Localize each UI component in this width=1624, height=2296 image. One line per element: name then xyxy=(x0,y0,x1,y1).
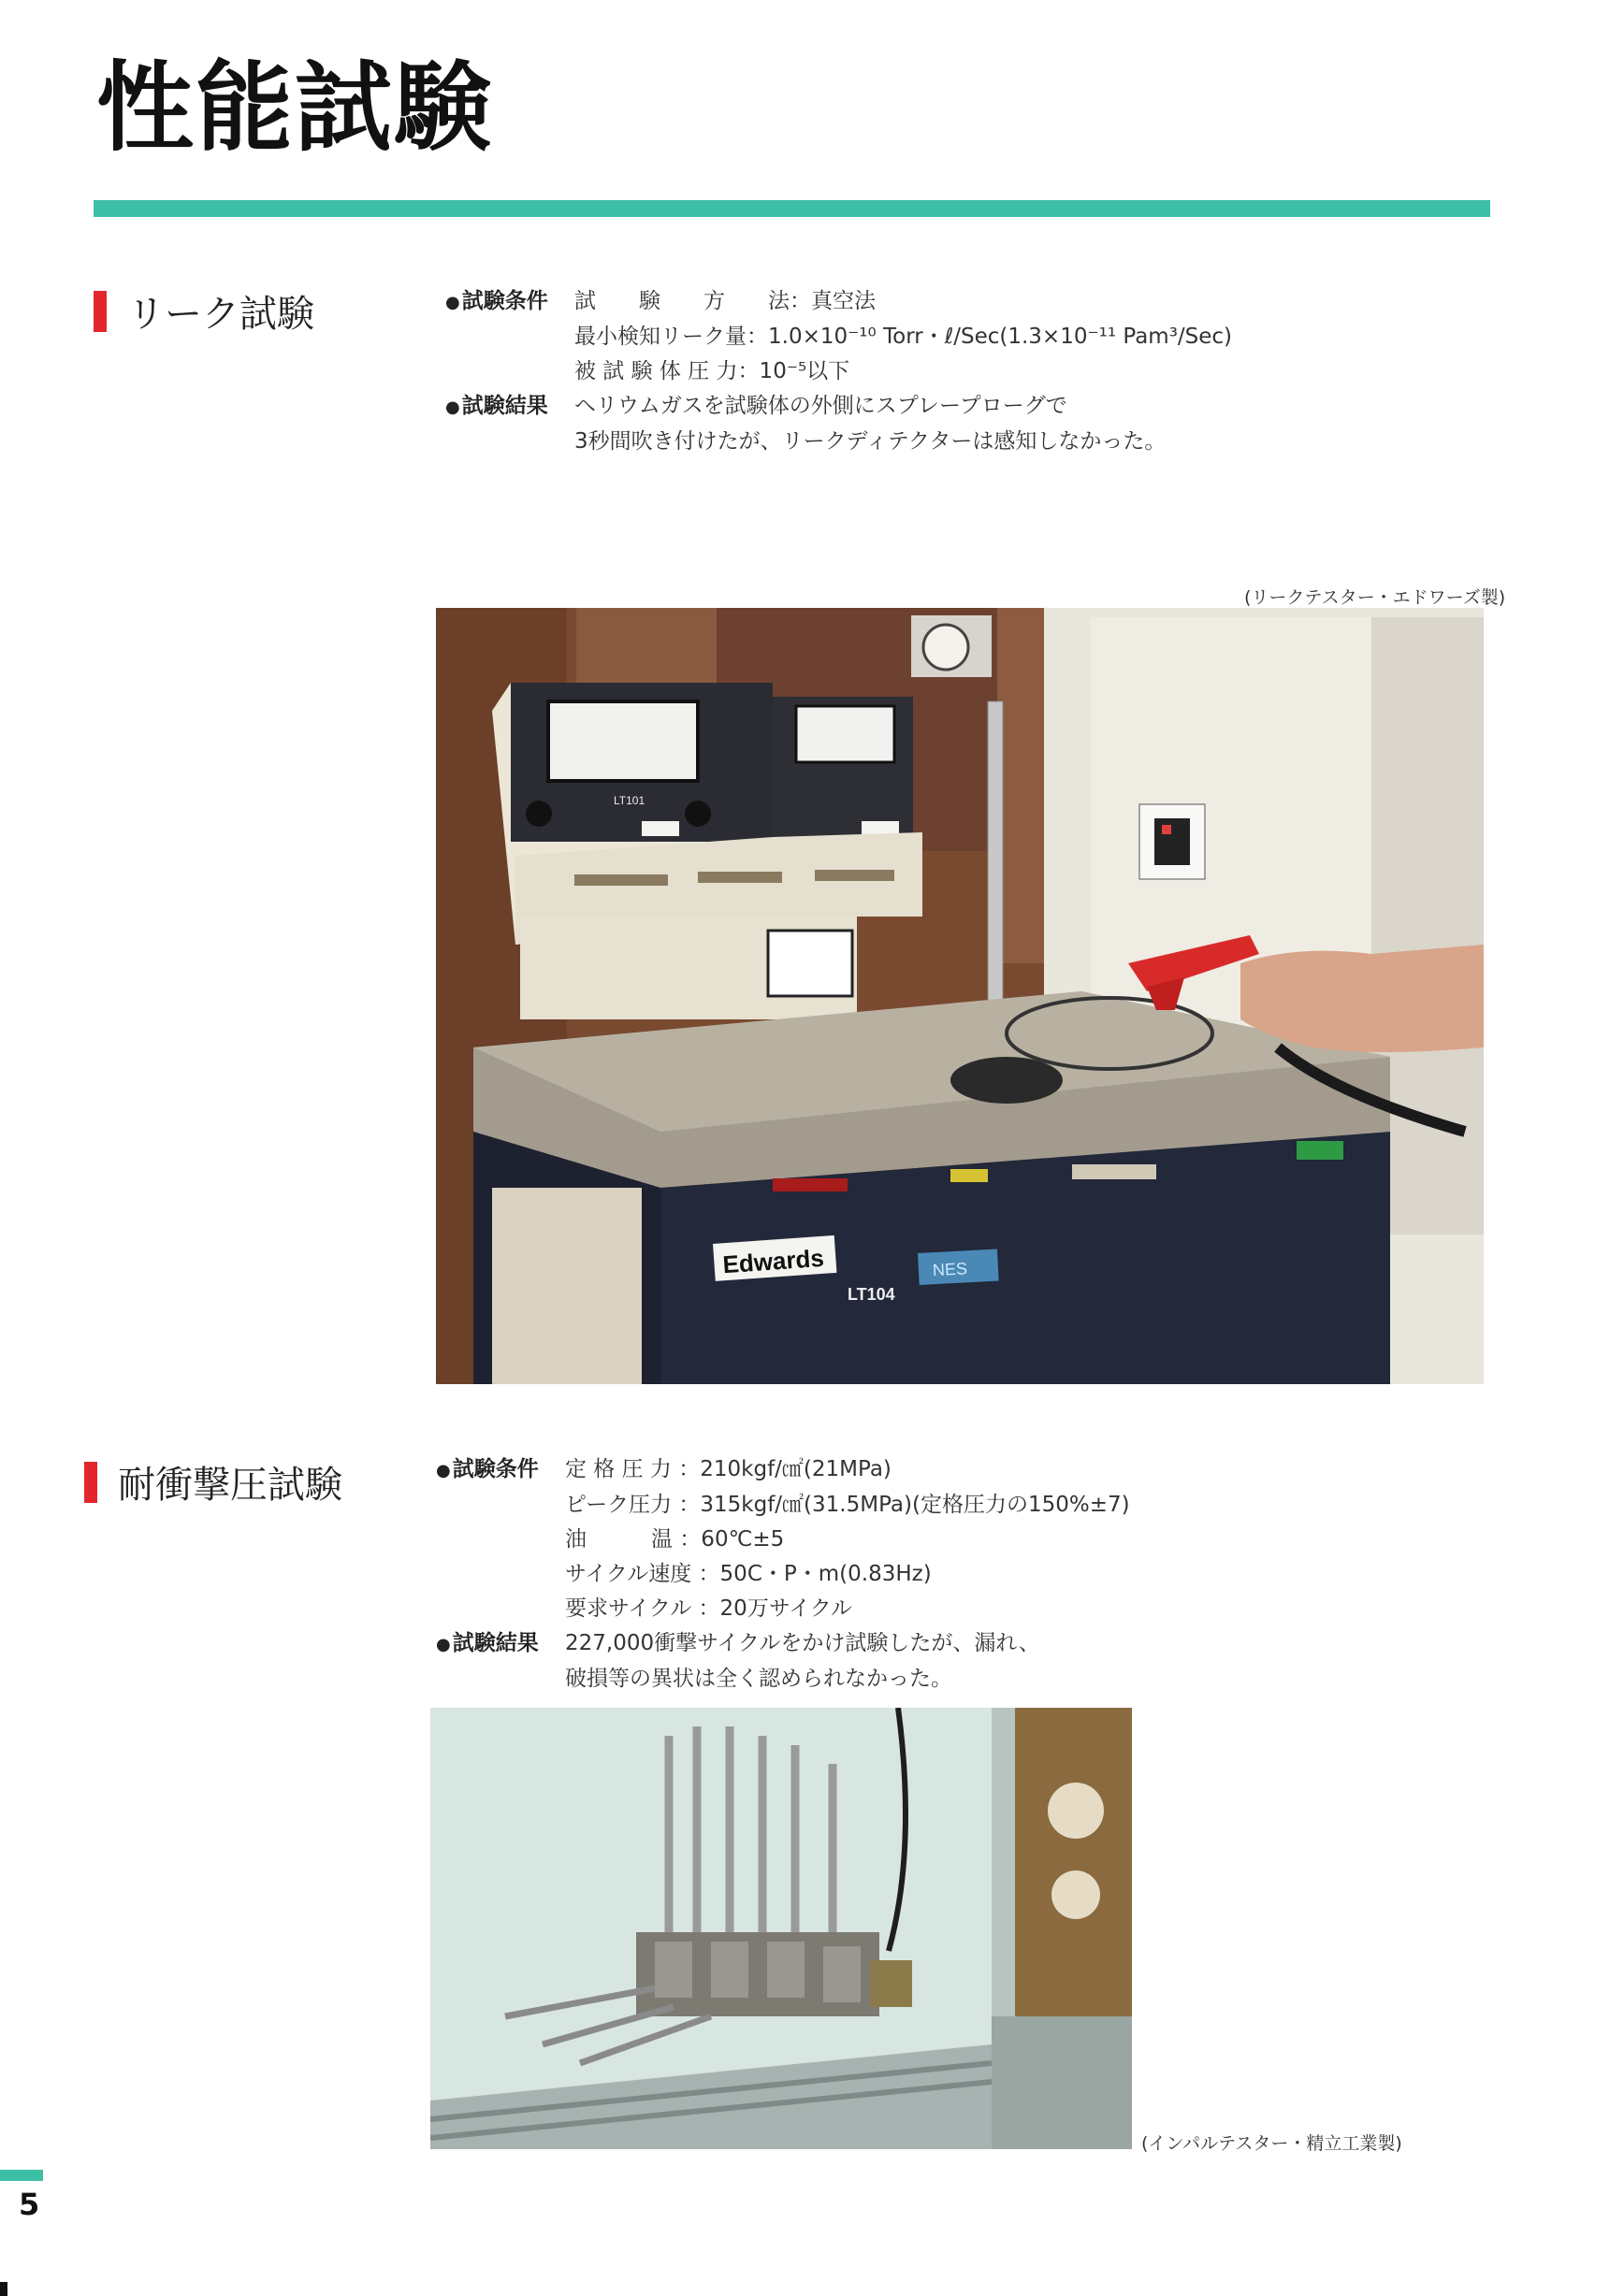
impulse-test-heading-text: 耐衝撃圧試験 xyxy=(118,1464,342,1507)
impulse-test-heading xyxy=(84,1455,342,1509)
impulse-test-specs xyxy=(436,1452,1130,1697)
page-title: 性能試験 xyxy=(96,51,494,165)
page-tab xyxy=(0,2170,43,2181)
leak-test-specs xyxy=(445,284,1232,459)
spec-row xyxy=(445,284,1232,320)
results-label: ● 試験結果 xyxy=(436,1626,565,1662)
spec-value: 最小検知リーク量：1.0×10⁻¹⁰ Torr・ℓ/Sec(1.3×10⁻¹¹ Pam³/Sec) xyxy=(574,325,1233,349)
leak-test-heading xyxy=(94,284,314,338)
spec-row xyxy=(436,1557,1130,1592)
spec-row xyxy=(436,1662,1130,1697)
spec-row xyxy=(436,1592,1130,1626)
spec-row xyxy=(445,320,1232,354)
model-label: LT104 xyxy=(848,1285,895,1304)
conditions-label: ● 試験条件 xyxy=(445,284,574,320)
panel-label: LT101 xyxy=(614,794,645,807)
title-rule xyxy=(94,200,1490,217)
spec-row xyxy=(445,389,1232,425)
spec-row xyxy=(436,1488,1130,1523)
leak-tester-caption: (リークテスター・エドワーズ製) xyxy=(1244,587,1506,608)
page-number: 5 xyxy=(19,2187,40,2222)
impulse-tester-caption: (インパルテスター・精立工業製) xyxy=(1141,2133,1402,2154)
nes-badge: NES xyxy=(932,1259,968,1280)
page-edge-mark xyxy=(0,2282,7,2296)
spec-value: 3秒間吹き付けたが、リークディテクターは感知しなかった。 xyxy=(574,429,1167,454)
results-label: ● 試験結果 xyxy=(445,389,574,425)
spec-value: ヘリウムガスを試験体の外側にスプレープローグで xyxy=(574,394,1067,418)
edwards-logo: Edwards xyxy=(721,1243,825,1279)
spec-value: 油 温 ：60℃±5 xyxy=(565,1527,785,1552)
spec-row xyxy=(436,1452,1130,1488)
spec-row xyxy=(445,354,1232,389)
spec-value: 破損等の異状は全く認められなかった。 xyxy=(565,1667,952,1691)
spec-value: 被 試 験 体 圧 力：10⁻⁵以下 xyxy=(574,359,850,383)
spec-value: サイクル速度 ：50C・P・m(0.83Hz) xyxy=(565,1562,932,1586)
impulse-tester-photo xyxy=(430,1708,1132,2149)
spec-value: 試 験 方 法：真空法 xyxy=(574,289,876,313)
leak-tester-photo xyxy=(436,608,1484,1384)
heading-marker xyxy=(84,1462,97,1503)
spec-row xyxy=(436,1523,1130,1557)
conditions-label: ● 試験条件 xyxy=(436,1452,565,1488)
spec-value: 要求サイクル ：20万サイクル xyxy=(565,1596,853,1621)
heading-marker xyxy=(94,291,107,332)
spec-value: 定 格 圧 力 ：210kgf/㎠(21MPa) xyxy=(565,1457,892,1481)
spec-value: 227,000衝撃サイクルをかけ試験したが、漏れ、 xyxy=(565,1631,1040,1655)
spec-row xyxy=(445,425,1232,459)
spec-row xyxy=(436,1626,1130,1662)
leak-test-heading-text: リーク試験 xyxy=(127,293,314,336)
spec-value: ピーク圧力 ：315kgf/㎠(31.5MPa)(定格圧力の150%±7) xyxy=(565,1493,1130,1517)
